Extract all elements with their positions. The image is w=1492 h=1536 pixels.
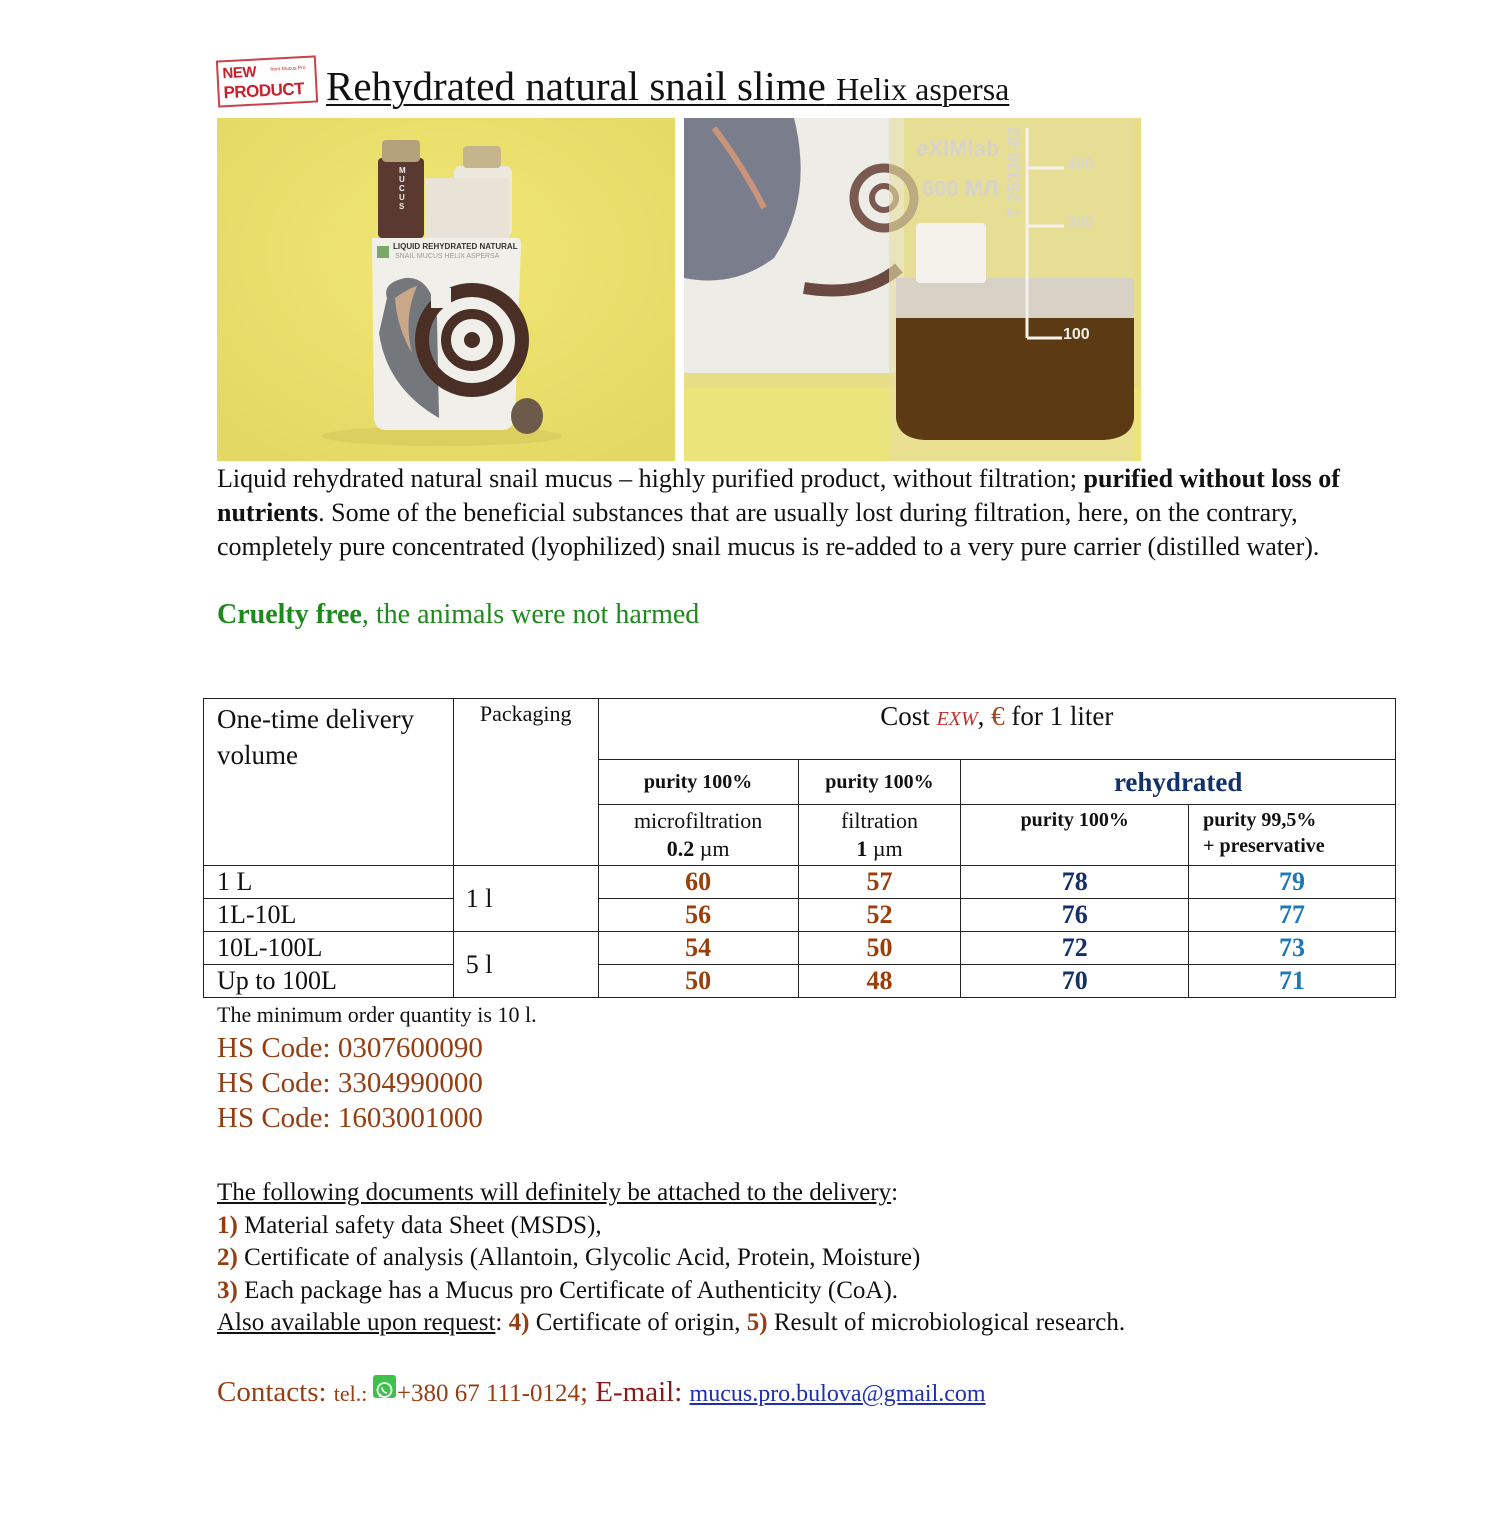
- cruelty-free-text: , the animals were not harmed: [361, 599, 700, 630]
- packaging-1l: 1 l: [453, 866, 598, 932]
- tel-label: tel.:: [333, 1381, 373, 1406]
- description-bold: purified without loss of nutrients: [217, 464, 1340, 527]
- bottle-label-title: LIQUID REHYDRATED NATURAL: [393, 242, 518, 251]
- header-microfiltration: microfiltration 0.2 µm: [598, 805, 798, 866]
- price-table: [203, 698, 1396, 998]
- beaker-brand: eXIMlab: [916, 136, 1000, 161]
- beaker-photo: [684, 118, 1141, 461]
- header-rehy-purity-100: purity 100%: [961, 805, 1189, 866]
- email-link[interactable]: mucus.pro.bulova@gmail.com: [689, 1381, 986, 1407]
- hs-code-2: HS Code: 3304990000: [217, 1067, 483, 1099]
- email-label: E-mail:: [595, 1376, 690, 1408]
- euro-sign: €: [991, 701, 1005, 731]
- header-filtration: filtration 1 µm: [798, 805, 961, 866]
- document-item: 3) Each package has a Mucus pro Certificate of Authenticity (CoA).: [217, 1276, 899, 1304]
- exw-label: EXW: [936, 708, 978, 730]
- table-row: 10L-100L 5 l 54 50 72 73: [204, 932, 1396, 965]
- description-text-1: Liquid rehydrated natural snail mucus – highly purified product, without filtration;: [217, 464, 1084, 493]
- documents-intro: The following documents will definitely be attached to the delivery:: [217, 1179, 899, 1206]
- beaker-standard: T 25336-82: [1004, 125, 1024, 218]
- header-rehy-purity-995: purity 99,5% + preservative: [1189, 805, 1396, 866]
- page-title: [326, 64, 1009, 109]
- bottle-label-subtitle: SNAIL MUCUS HELIX ASPERSA: [395, 253, 500, 260]
- beaker-mark-400: 400: [1067, 156, 1094, 173]
- header-packaging: Packaging: [453, 699, 598, 866]
- minimum-order-note: The minimum order quantity is 10 l.: [217, 1002, 537, 1027]
- title-species: Helix aspersa: [836, 71, 1010, 107]
- beaker-mark-300: 300: [1067, 214, 1094, 231]
- header-cost: Cost EXW, € for 1 liter: [598, 699, 1395, 760]
- beaker-mark-100: 100: [1063, 326, 1090, 343]
- cruelty-free-note: [217, 598, 699, 632]
- title-main: Rehydrated natural snail slime: [326, 63, 826, 109]
- badge-new: NEW: [222, 63, 257, 83]
- tube-label: MUCUS: [399, 166, 406, 211]
- beaker-volume: 600 МЛ: [922, 176, 999, 201]
- header-purity-micro: purity 100%: [598, 760, 798, 805]
- new-product-badge: [216, 55, 318, 107]
- header-rehydrated: rehydrated: [961, 760, 1396, 805]
- documents-on-request: Also available upon request: 4) Certificate of origin, 5) Result of microbiological research.: [217, 1309, 1126, 1336]
- product-description: [217, 462, 1407, 564]
- badge-product: PRODUCT: [223, 79, 305, 103]
- phone-number[interactable]: +380 67 111-0124: [396, 1380, 580, 1407]
- product-bottle-photo: [217, 118, 675, 461]
- table-row: Up to 100L 50 48 70 71: [204, 965, 1396, 998]
- document-item: 2) Certificate of analysis (Allantoin, Glycolic Acid, Protein, Moisture): [217, 1244, 921, 1271]
- cruelty-free-bold: Cruelty free: [217, 599, 362, 630]
- document-item: 1) Material safety data Sheet (MSDS),: [217, 1211, 602, 1239]
- whatsapp-icon: [373, 1375, 396, 1398]
- documents-section: [217, 1177, 1367, 1340]
- header-volume: One-time delivery volume: [204, 699, 454, 866]
- table-row: 1 L 1 l 60 57 78 79: [204, 866, 1396, 899]
- packaging-5l: 5 l: [453, 932, 598, 998]
- description-text-2: . Some of the beneficial substances that are usually lost during filtration, here, on the contrary, completely pure concentrated (lyophilized) snail mucus is re-added to a very pure carrier (distilled water).: [217, 498, 1320, 561]
- badge-from: from Mucus Pro: [270, 64, 306, 73]
- hs-code-3: HS Code: 1603001000: [217, 1102, 483, 1134]
- contacts-line: Contacts: tel.: +380 67 111-0124; E-mail: mucus.pro.bulova@gmail.com: [217, 1376, 986, 1408]
- hs-code-1: HS Code: 0307600090: [217, 1032, 483, 1064]
- contacts-label: Contacts:: [217, 1376, 334, 1408]
- header-purity-filtr: purity 100%: [798, 760, 961, 805]
- table-row: 1L-10L 56 52 76 77: [204, 899, 1396, 932]
